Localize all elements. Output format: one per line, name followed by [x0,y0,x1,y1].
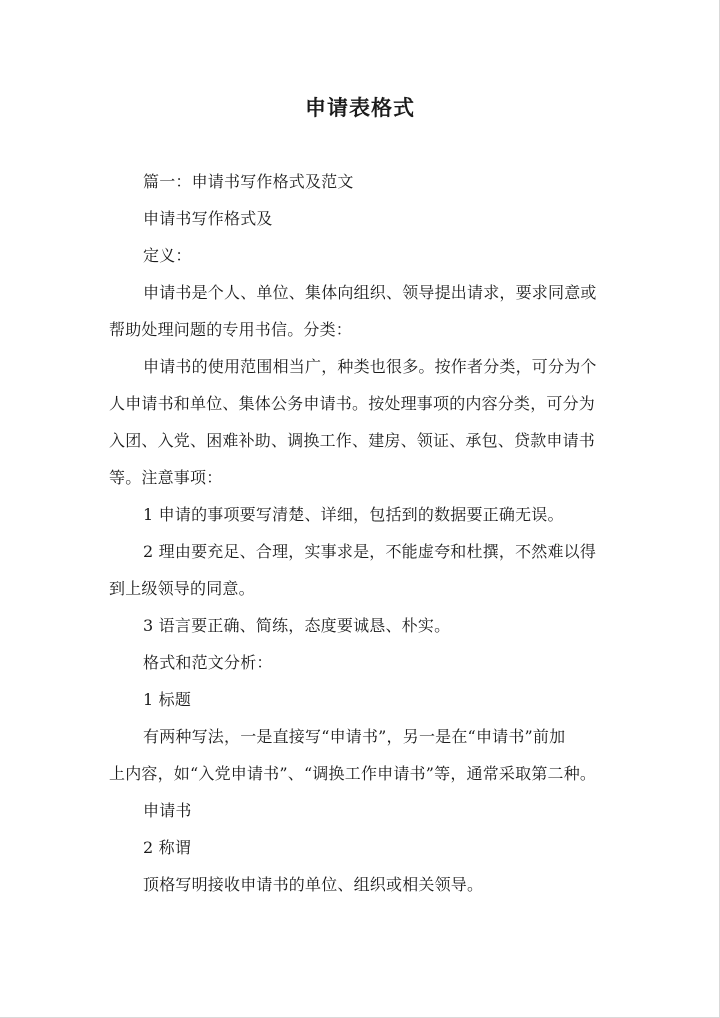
document-body [109,163,611,903]
paragraph-line: 入团、入党、困难补助、调换工作、建房、领证、承包、贷款申请书 [109,431,596,450]
paragraph-line: 到上级领导的同意。 [109,579,255,598]
paragraph-line: 帮助处理问题的专用书信。分类： [109,320,353,339]
paragraph-line: 1 标题 [143,690,192,709]
paragraph-line: 顶格写明接收申请书的单位、组织或相关领导。 [143,875,484,894]
paragraph-line: 申请书的使用范围相当广，种类也很多。按作者分类，可分为个 [143,357,597,376]
paragraph-line: 2 理由要充足、合理，实事求是，不能虚夸和杜撰，不然难以得 [143,542,597,561]
paragraph-line: 申请书是个人、单位、集体向组织、领导提出请求，要求同意或 [143,283,597,302]
document-title: 申请表格式 [305,95,415,120]
paragraph-line: 格式和范文分析： [143,653,273,672]
paragraph-line: 人申请书和单位、集体公务申请书。按处理事项的内容分类，可分为 [109,394,596,413]
paragraph-line: 3 语言要正确、简练，态度要诚恳、朴实。 [143,616,451,635]
paragraph-line: 等。注意事项： [109,468,223,487]
paragraph-line: 篇一：申请书写作格式及范文 [143,172,354,191]
paragraph-line: 2 称谓 [143,838,192,857]
paragraph-line: 有两种写法，一是直接写“申请书”，另一是在“申请书”前加 [143,727,566,746]
paragraph-line: 申请书 [143,801,192,820]
paragraph-line: 上内容，如“入党申请书”、“调换工作申请书”等，通常采取第二种。 [109,764,597,783]
paragraph-line: 定义： [143,246,192,265]
paragraph-line: 申请书写作格式及 [143,209,273,228]
paragraph-line: 1 申请的事项要写清楚、详细，包括到的数据要正确无误。 [143,505,564,524]
